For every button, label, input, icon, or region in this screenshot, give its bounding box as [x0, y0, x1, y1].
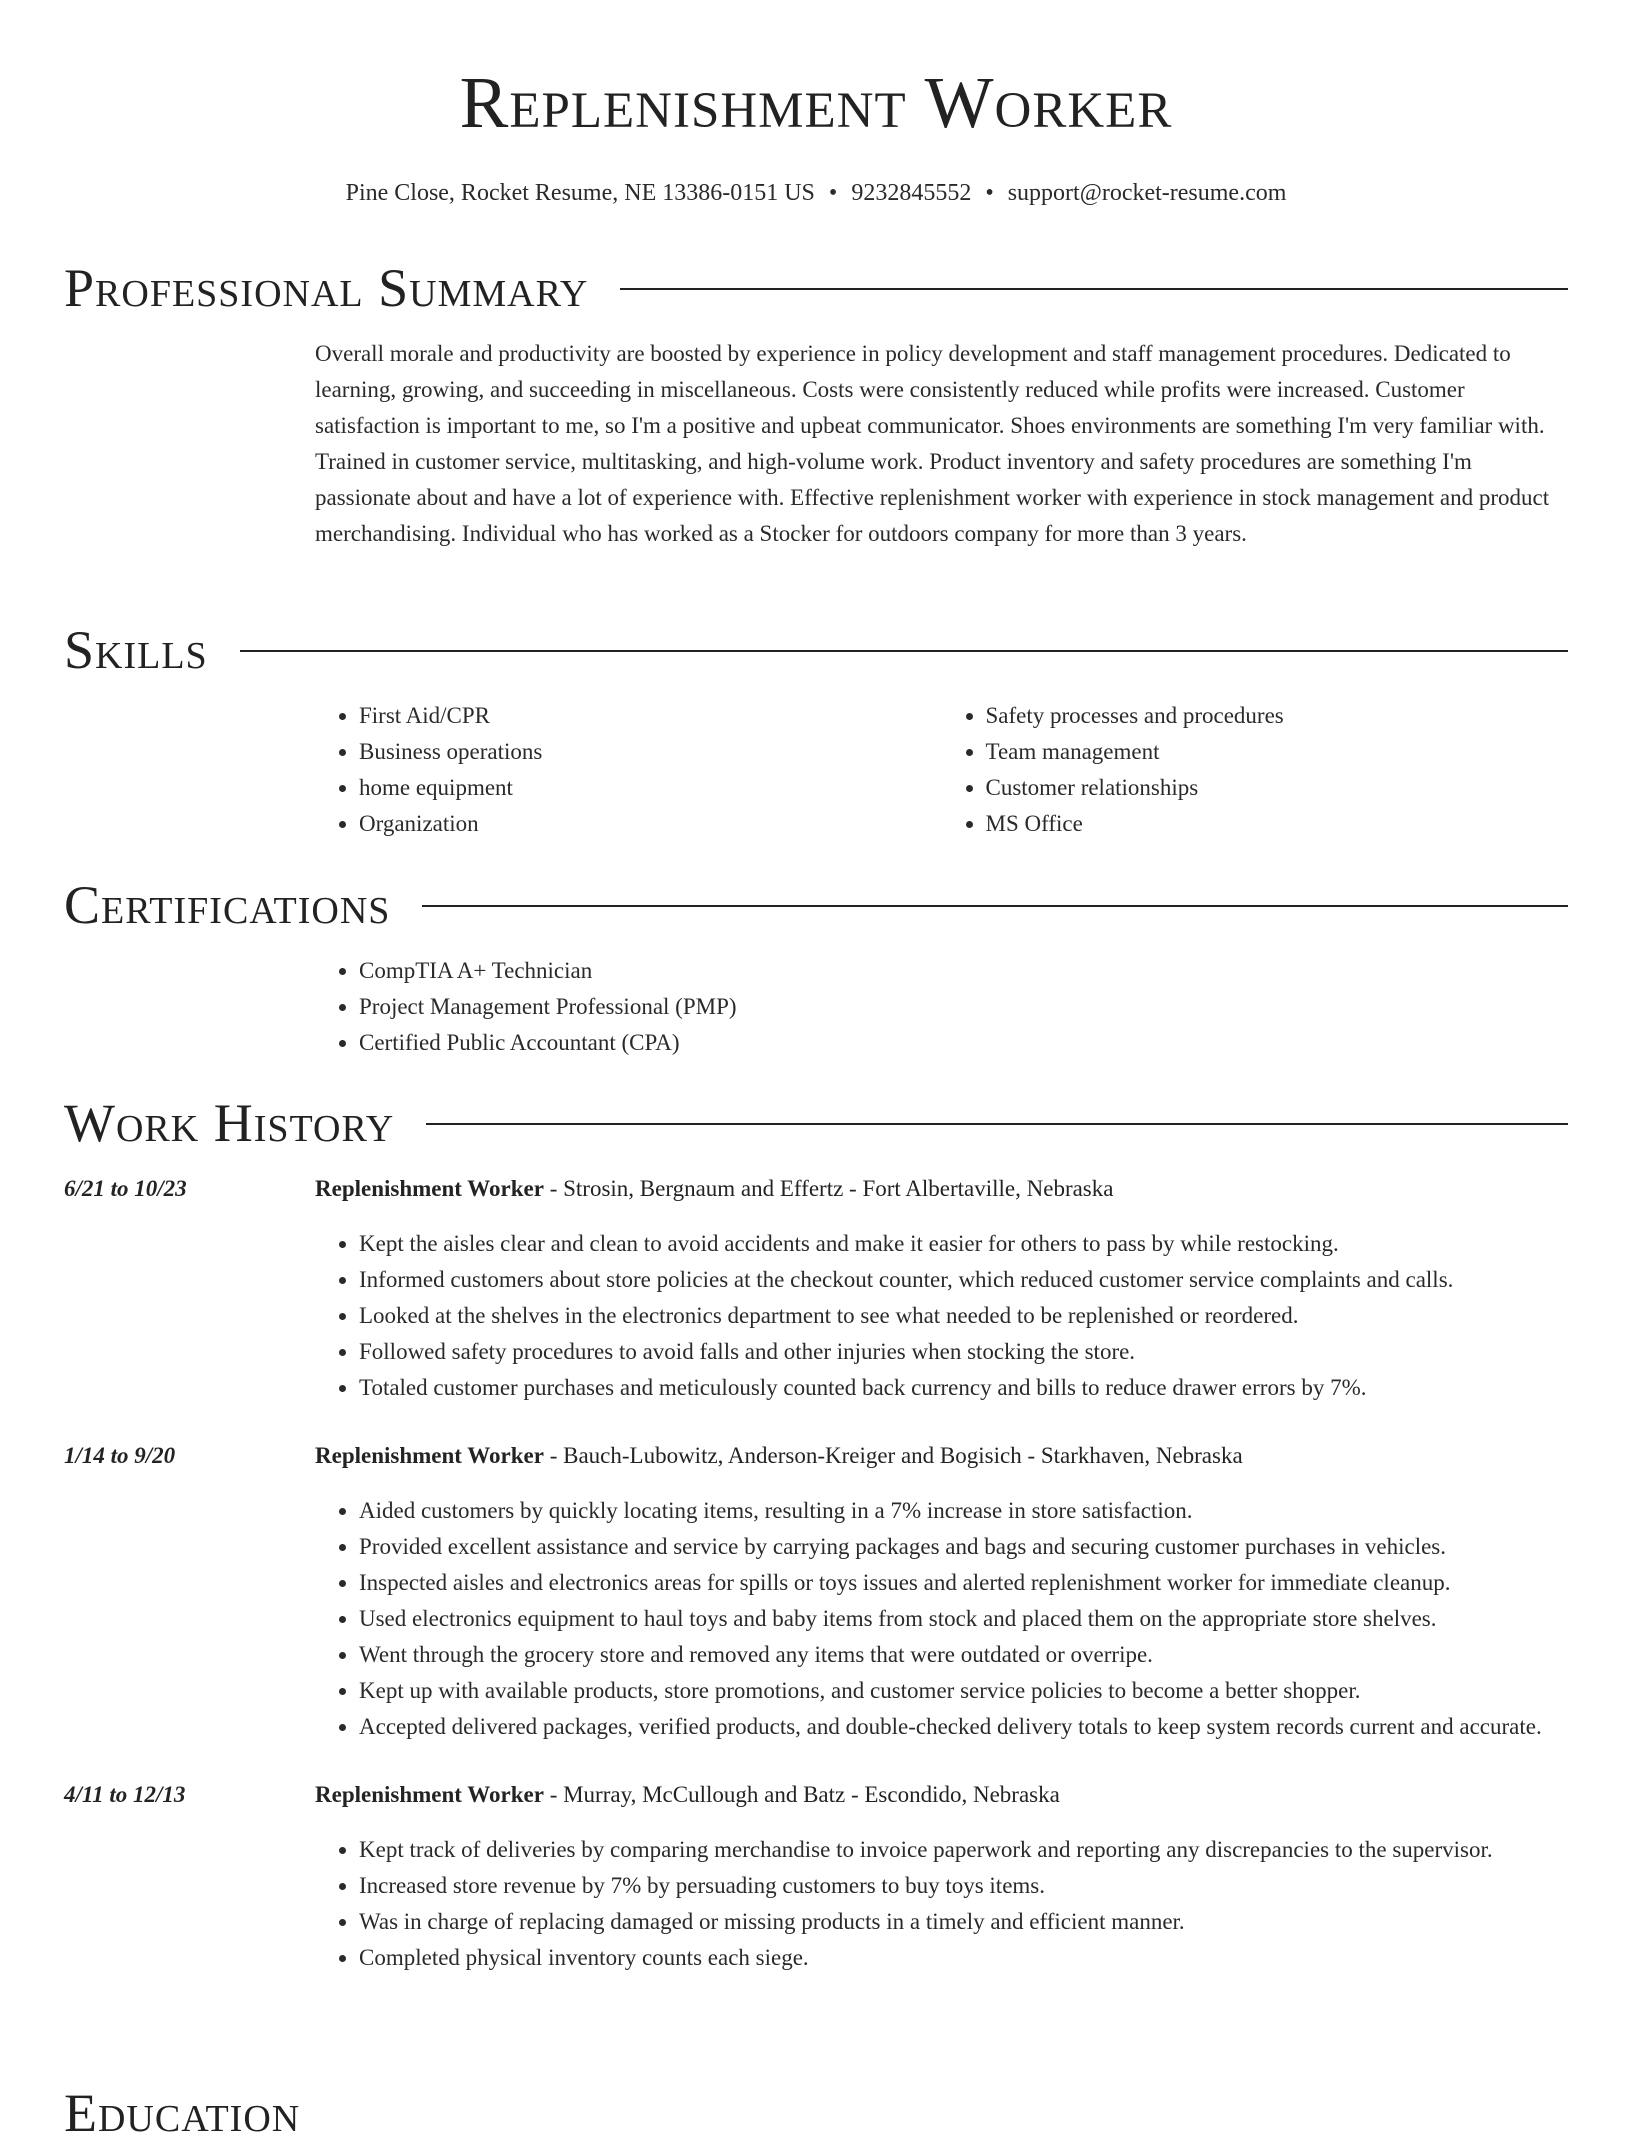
job-heading — [315, 1438, 1568, 1474]
job-employer: - Murray, McCullough and Batz - Escondido, Nebraska — [543, 1782, 1060, 1807]
skills-section — [64, 618, 1568, 842]
job-title: Replenishment Worker — [315, 1443, 544, 1468]
job-bullet: • Informed customers about store policies at the checkout counter, which reduced customer service complaints and calls. — [359, 1262, 1568, 1298]
job-bullet: • Followed safety procedures to avoid falls and other injuries when stocking the store. — [359, 1334, 1568, 1370]
skill-item: • Safety processes and procedures — [986, 698, 1569, 734]
certifications-section — [64, 873, 1568, 1061]
section-title: Work History — [64, 1093, 395, 1153]
job-heading — [315, 1171, 1568, 1207]
separator: • — [828, 180, 838, 206]
job-bullet: • Kept the aisles clear and clean to avoid accidents and make it easier for others to pass by while restocking. — [359, 1226, 1568, 1262]
job-bullet: • Inspected aisles and electronics areas for spills or toys issues and alerted replenishment worker for immediate cleanup. — [359, 1565, 1568, 1601]
candidate-name: Replenishment Worker — [459, 62, 1173, 143]
job-bullets — [315, 1832, 1568, 1976]
certifications-list — [315, 953, 1568, 1061]
skills-grid — [315, 698, 1568, 842]
job-bullet: • Increased store revenue by 7% by persuading customers to buy toys items. — [359, 1868, 1568, 1904]
skill-item: • Business operations — [359, 734, 942, 770]
job-dates: 1/14 to 9/20 — [64, 1443, 176, 1468]
job-bullet: • Provided excellent assistance and service by carrying packages and bags and securing customer purchases in vehicles. — [359, 1529, 1568, 1565]
section-divider — [426, 1123, 1568, 1125]
phone: 9232845552 — [851, 180, 972, 206]
skill-item: • MS Office — [986, 806, 1569, 842]
section-divider — [240, 650, 1568, 652]
separator: • — [985, 180, 994, 206]
job-bullet: • Kept up with available products, store promotions, and customer service policies to become a better shopper. — [359, 1673, 1568, 1709]
section-header — [64, 618, 1568, 682]
section-title: Certifications — [64, 875, 391, 935]
section-title: Skills — [64, 620, 208, 680]
email: support@rocket-resume.com — [1007, 180, 1287, 206]
job-details — [315, 1777, 1568, 1976]
section-header — [64, 2081, 1568, 2145]
contact-line — [0, 178, 1632, 208]
job-bullet: • Was in charge of replacing damaged or missing products in a timely and efficient manner. — [359, 1904, 1568, 1940]
skills-list-right — [942, 698, 1569, 842]
summary-text: Overall morale and productivity are boosted by experience in policy development and staff management procedures. Dedicated to learning, growing, and succeeding in miscellaneous. Costs were consistently reduced while profits were increased. Customer satisfaction is important to me, so I'm a positive and upbeat communicator. Shoes environments are something I'm very familiar with. Trained in customer service, multitasking, and high-volume work. Product inventory and safety procedures are something I'm passionate about and have a lot of experience with. Effective replenishment worker with experience in stock management and product merchandising. Individual who has worked as a Stocker for outdoors company for more than 3 years. — [315, 341, 1550, 546]
certifications-body — [315, 953, 1568, 1061]
section-divider — [422, 905, 1568, 907]
skills-list-left — [315, 698, 942, 842]
section-title: Professional Summary — [64, 258, 589, 318]
address: Pine Close, Rocket Resume, NE 13386-0151 US — [345, 180, 815, 206]
summary-section — [64, 256, 1568, 552]
job-title: Replenishment Worker — [315, 1176, 544, 1201]
education-section — [64, 2081, 1568, 2145]
skill-item: • home equipment — [359, 770, 942, 806]
job-bullet: • Kept track of deliveries by comparing merchandise to invoice paperwork and reporting any discrepancies to the supervisor. — [359, 1832, 1568, 1868]
job-bullet: • Aided customers by quickly locating items, resulting in a 7% increase in store satisfaction. — [359, 1493, 1568, 1529]
skill-item: • Organization — [359, 806, 942, 842]
job-heading — [315, 1777, 1568, 1813]
certification-item: • Certified Public Accountant (CPA) — [359, 1025, 1568, 1061]
section-header — [64, 1091, 1568, 1155]
job-details — [315, 1171, 1568, 1406]
job-dates: 6/21 to 10/23 — [64, 1176, 187, 1201]
job-bullets — [315, 1226, 1568, 1406]
job-bullet: • Accepted delivered packages, verified products, and double-checked delivery totals to keep system records current and accurate. — [359, 1709, 1568, 1745]
job-employer: - Bauch-Lubowitz, Anderson-Kreiger and Bogisich - Starkhaven, Nebraska — [543, 1443, 1243, 1468]
section-header — [64, 873, 1568, 937]
skill-item: • First Aid/CPR — [359, 698, 942, 734]
work-history-section — [64, 1091, 1568, 1976]
certification-item: • Project Management Professional (PMP) — [359, 989, 1568, 1025]
job-title: Replenishment Worker — [315, 1782, 544, 1807]
section-divider — [620, 288, 1568, 290]
job-entry — [64, 1777, 1568, 1976]
job-bullet: • Used electronics equipment to haul toys and baby items from stock and placed them on the appropriate store shelves. — [359, 1601, 1568, 1637]
skill-item: • Team management — [986, 734, 1569, 770]
section-title: Education — [64, 2083, 301, 2143]
job-employer: - Strosin, Bergnaum and Effertz - Fort Albertaville, Nebraska — [543, 1176, 1114, 1201]
job-dates: 4/11 to 12/13 — [64, 1782, 186, 1807]
job-entry — [64, 1171, 1568, 1406]
job-bullet: • Totaled customer purchases and meticulously counted back currency and bills to reduce drawer errors by 7%. — [359, 1370, 1568, 1406]
job-bullet: • Went through the grocery store and removed any items that were outdated or overripe. — [359, 1637, 1568, 1673]
job-bullet: • Looked at the shelves in the electronics department to see what needed to be replenished or reordered. — [359, 1298, 1568, 1334]
skill-item: • Customer relationships — [986, 770, 1569, 806]
certification-item: • CompTIA A+ Technician — [359, 953, 1568, 989]
section-header — [64, 256, 1568, 320]
job-bullets — [315, 1493, 1568, 1745]
job-details — [315, 1438, 1568, 1745]
job-bullet: • Completed physical inventory counts each siege. — [359, 1940, 1568, 1976]
job-entry — [64, 1438, 1568, 1745]
